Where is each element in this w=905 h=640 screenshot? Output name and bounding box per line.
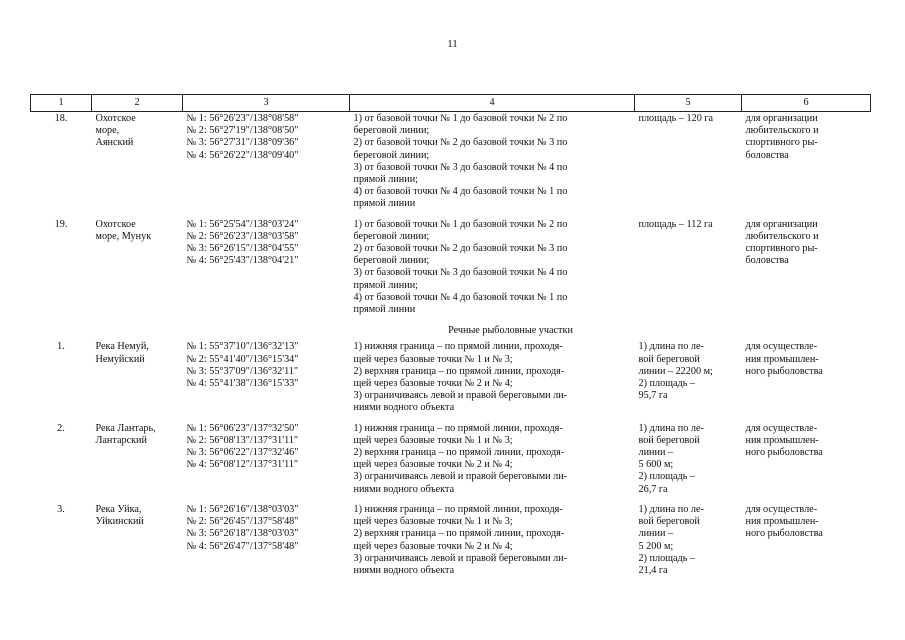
column-header: 3: [183, 95, 350, 112]
cell-line: береговой линии;: [353, 255, 430, 267]
cell-line: любительского и: [745, 230, 819, 242]
cell-line: № 1: 56°25'54"/138°03'24": [186, 218, 299, 230]
boundaries-cell: [350, 503, 635, 584]
cell-line: 4) от базовой точки № 4 до базовой точки № 1 по: [353, 186, 568, 198]
cell-line: № 1: 56°26'16"/138°03'03": [186, 503, 299, 515]
size-cell: [635, 503, 742, 584]
page-number: 11: [447, 38, 458, 50]
cell-line: 4) от базовой точки № 4 до базовой точки № 1 по: [353, 291, 568, 303]
cell-line: 1) длина по ле-: [638, 341, 704, 353]
column-header: 4: [350, 95, 635, 112]
cell-line: № 2: 56°08'13"/137°31'11": [186, 434, 299, 446]
cell-line: ниями водного объекта: [353, 564, 455, 576]
column-header: 1: [31, 95, 92, 112]
purpose-cell: [742, 218, 871, 324]
cell-line: море, Мунук: [95, 230, 152, 242]
row-number: 1.: [57, 341, 65, 353]
row-number: 2.: [57, 422, 65, 434]
row-number: 3.: [57, 503, 65, 515]
table-row: [31, 503, 871, 584]
row-number: 19.: [54, 218, 68, 230]
cell-line: 2) верхняя граница – по прямой линии, проходя-: [353, 528, 565, 540]
area-name-cell: [92, 218, 183, 324]
cell-line: 1) нижняя граница – по прямой линии, проходя-: [353, 503, 563, 515]
cell-line: № 3: 56°06'22"/137°32'46": [186, 447, 299, 459]
purpose-cell: [742, 112, 871, 218]
cell-line: № 4: 56°26'22"/138°09'40": [186, 149, 299, 161]
cell-line: прямой линии;: [353, 279, 418, 291]
cell-line: № 2: 55°41'40"/136°15'34": [186, 353, 299, 365]
table-row: [31, 112, 871, 218]
coordinates-cell: [183, 503, 350, 584]
area-name-cell: [92, 503, 183, 584]
cell-line: 26,7 га: [638, 483, 668, 495]
cell-line: 2) площадь –: [638, 552, 695, 564]
cell-line: 3) от базовой точки № 3 до базовой точки № 4 по: [353, 161, 568, 173]
area-name-cell: [92, 112, 183, 218]
cell-line: Уйкинский: [95, 516, 144, 528]
cell-line: вой береговой: [638, 434, 700, 446]
row-number: 18.: [54, 113, 68, 124]
size-cell: [635, 112, 742, 218]
cell-line: спортивного ры-: [745, 137, 818, 149]
cell-line: ния промышлен-: [745, 353, 819, 365]
cell-line: № 3: 56°26'15"/138°04'55": [186, 243, 299, 255]
purpose-cell: [742, 422, 871, 503]
cell-line: щей через базовые точки № 2 и № 4;: [353, 540, 513, 552]
column-header: 5: [635, 95, 742, 112]
section-row: [31, 323, 871, 340]
cell-line: 2) от базовой точки № 2 до базовой точки № 3 по: [353, 137, 568, 149]
cell-line: 1) длина по ле-: [638, 503, 704, 515]
cell-line: 3) ограничиваясь левой и правой береговыми ли-: [353, 390, 568, 402]
cell-line: № 1: 56°06'23"/137°32'50": [186, 422, 299, 434]
cell-line: щей через базовые точки № 1 и № 3;: [353, 516, 513, 528]
cell-line: № 4: 56°26'47"/137°58'48": [186, 540, 299, 552]
cell-line: ного рыболовства: [745, 528, 823, 540]
boundaries-cell: [350, 422, 635, 503]
cell-line: щей через базовые точки № 1 и № 3;: [353, 353, 513, 365]
column-header: 6: [742, 95, 871, 112]
cell-line: для осуществле-: [745, 422, 818, 434]
cell-line: 2) верхняя граница – по прямой линии, проходя-: [353, 447, 565, 459]
cell-line: прямой линии;: [353, 174, 418, 186]
cell-line: 2) от базовой точки № 2 до базовой точки № 3 по: [353, 243, 568, 255]
cell-line: линии –: [638, 447, 674, 459]
cell-line: Лантарский: [95, 434, 147, 446]
coordinates-cell: [183, 422, 350, 503]
size-cell: [635, 422, 742, 503]
boundaries-cell: [350, 340, 635, 421]
cell-line: № 4: 56°08'12"/137°31'11": [186, 459, 299, 471]
cell-line: 2) площадь –: [638, 378, 695, 390]
cell-line: 3) от базовой точки № 3 до базовой точки № 4 по: [353, 267, 568, 279]
cell-line: № 1: 56°26'23"/138°08'58": [186, 113, 299, 124]
cell-line: спортивного ры-: [745, 243, 818, 255]
cell-line: № 2: 56°27'19"/138°08'50": [186, 125, 299, 137]
cell-line: № 4: 55°41'38"/136°15'33": [186, 378, 299, 390]
cell-line: боловства: [745, 149, 789, 161]
cell-line: площадь – 112 га: [638, 218, 713, 230]
table-row: [31, 422, 871, 503]
cell-line: № 1: 55°37'10"/136°32'13": [186, 341, 299, 353]
cell-line: ного рыболовства: [745, 447, 823, 459]
cell-line: № 2: 56°26'23"/138°03'58": [186, 230, 299, 242]
fishing-areas-table: [30, 94, 871, 584]
cell-line: прямой линии: [353, 304, 416, 316]
header-row: [31, 95, 871, 112]
size-cell: [635, 218, 742, 324]
cell-line: 1) нижняя граница – по прямой линии, проходя-: [353, 341, 563, 353]
boundaries-cell: [350, 112, 635, 218]
cell-line: 3) ограничиваясь левой и правой береговыми ли-: [353, 552, 568, 564]
cell-line: линии –: [638, 528, 674, 540]
coordinates-cell: [183, 218, 350, 324]
cell-line: 95,7 га: [638, 390, 668, 402]
cell-line: 21,4 га: [638, 564, 668, 576]
cell-line: береговой линии;: [353, 230, 430, 242]
cell-line: ниями водного объекта: [353, 402, 455, 414]
cell-line: ния промышлен-: [745, 516, 819, 528]
cell-line: площадь – 120 га: [638, 113, 714, 124]
cell-line: 2) верхняя граница – по прямой линии, проходя-: [353, 365, 565, 377]
cell-line: 2) площадь –: [638, 471, 695, 483]
cell-line: Аянский: [95, 137, 134, 149]
cell-line: 1) нижняя граница – по прямой линии, проходя-: [353, 422, 563, 434]
cell-line: 1) от базовой точки № 1 до базовой точки № 2 по: [353, 218, 568, 230]
cell-line: линии – 22200 м;: [638, 365, 713, 377]
cell-line: Река Лантарь,: [95, 422, 156, 434]
cell-line: прямой линии: [353, 198, 416, 210]
section-title: Речные рыболовные участки: [448, 325, 573, 337]
cell-line: 3) ограничиваясь левой и правой береговыми ли-: [353, 471, 568, 483]
cell-line: береговой линии;: [353, 149, 430, 161]
column-header: 2: [92, 95, 183, 112]
size-cell: [635, 340, 742, 421]
cell-line: для организации: [745, 113, 818, 124]
cell-line: 5 200 м;: [638, 540, 674, 552]
cell-line: щей через базовые точки № 1 и № 3;: [353, 434, 513, 446]
cell-line: Река Немуй,: [95, 341, 149, 353]
cell-line: № 3: 56°27'31"/138°09'36": [186, 137, 299, 149]
coordinates-cell: [183, 112, 350, 218]
table-row: [31, 340, 871, 421]
cell-line: вой береговой: [638, 353, 700, 365]
cell-line: № 2: 56°26'45"/137°58'48": [186, 516, 299, 528]
cell-line: щей через базовые точки № 2 и № 4;: [353, 459, 513, 471]
cell-line: для организации: [745, 218, 818, 230]
cell-line: море,: [95, 125, 120, 137]
cell-line: № 4: 56°25'43"/138°04'21": [186, 255, 299, 267]
cell-line: 1) от базовой точки № 1 до базовой точки № 2 по: [353, 113, 568, 124]
cell-line: любительского и: [745, 125, 819, 137]
area-name-cell: [92, 422, 183, 503]
cell-line: для осуществле-: [745, 341, 818, 353]
table-row: [31, 218, 871, 324]
cell-line: № 3: 56°26'18"/138°03'03": [186, 528, 299, 540]
cell-line: ния промышлен-: [745, 434, 819, 446]
cell-line: Река Уйка,: [95, 503, 142, 515]
area-name-cell: [92, 340, 183, 421]
cell-line: Охотское: [95, 113, 136, 124]
cell-line: для осуществле-: [745, 503, 818, 515]
cell-line: Охотское: [95, 218, 136, 230]
cell-line: 5 600 м;: [638, 459, 674, 471]
cell-line: береговой линии;: [353, 125, 430, 137]
boundaries-cell: [350, 218, 635, 324]
cell-line: вой береговой: [638, 516, 700, 528]
coordinates-cell: [183, 340, 350, 421]
cell-line: 1) длина по ле-: [638, 422, 704, 434]
cell-line: боловства: [745, 255, 789, 267]
cell-line: № 3: 55°37'09"/136°32'11": [186, 365, 299, 377]
cell-line: ного рыболовства: [745, 365, 823, 377]
purpose-cell: [742, 503, 871, 584]
purpose-cell: [742, 340, 871, 421]
cell-line: ниями водного объекта: [353, 483, 455, 495]
cell-line: Немуйский: [95, 353, 145, 365]
cell-line: щей через базовые точки № 2 и № 4;: [353, 378, 513, 390]
